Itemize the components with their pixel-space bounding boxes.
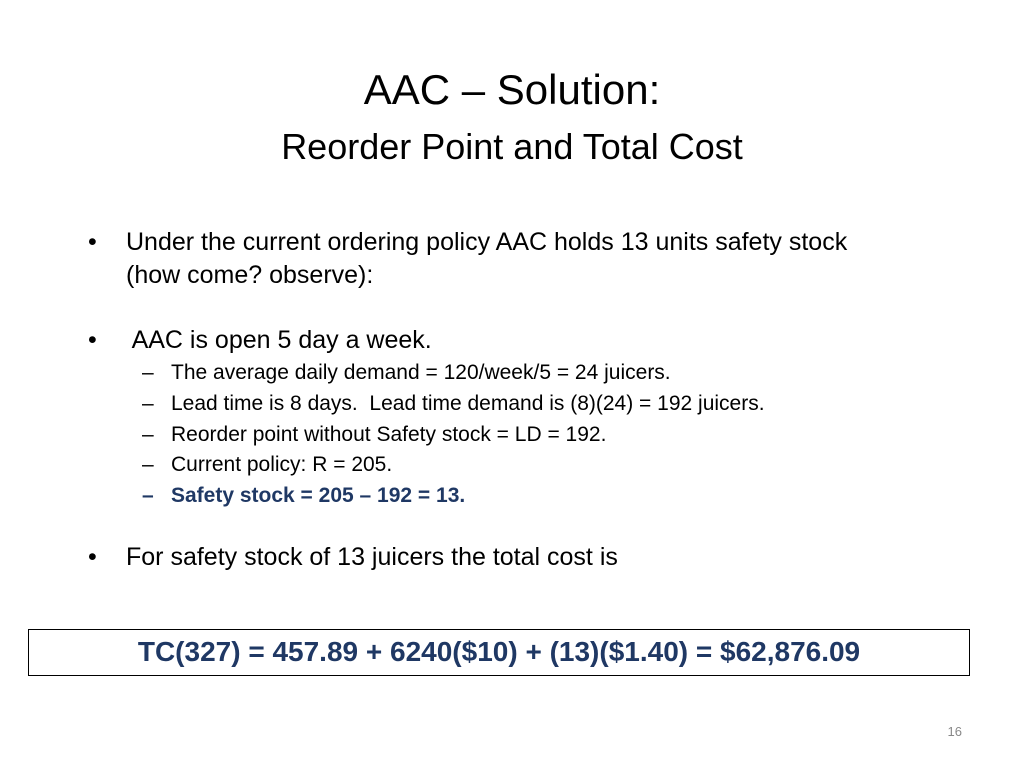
sub-bullet-text: Lead time is 8 days. Lead time demand is (8)(24) = 192 juicers. xyxy=(171,392,765,415)
sub-bullet-text: Reorder point without Safety stock = LD = 192. xyxy=(171,423,607,446)
sub-bullet-marker: – xyxy=(142,453,154,476)
total-cost-formula: TC(327) = 457.89 + 6240($10) + (13)($1.40) = $62,876.09 xyxy=(28,629,970,676)
sub-bullet-marker: – xyxy=(142,423,154,446)
slide-subtitle: Reorder Point and Total Cost xyxy=(281,126,743,167)
sub-bullet-text: Current policy: R = 205. xyxy=(171,453,393,476)
bullet-marker: • xyxy=(88,326,97,354)
bullet-marker: • xyxy=(88,228,97,256)
slide-title: AAC – Solution: xyxy=(363,66,661,113)
sub-bullet-text: Safety stock = 205 – 192 = 13. xyxy=(171,484,466,507)
sub-bullet-marker: – xyxy=(142,484,154,507)
page-number: 16 xyxy=(947,724,962,739)
bullet-marker: • xyxy=(88,543,97,571)
sub-bullet-marker: – xyxy=(142,392,154,415)
sub-bullet-marker: – xyxy=(142,361,154,384)
bullet-text: AAC is open 5 day a week. xyxy=(126,326,432,354)
bullet-text: Under the current ordering policy AAC holds 13 units safety stock (how come? observe): xyxy=(126,228,848,289)
sub-bullet-text: The average daily demand = 120/week/5 = 24 juicers. xyxy=(171,361,671,384)
bullet-text: For safety stock of 13 juicers the total cost is xyxy=(126,543,618,571)
